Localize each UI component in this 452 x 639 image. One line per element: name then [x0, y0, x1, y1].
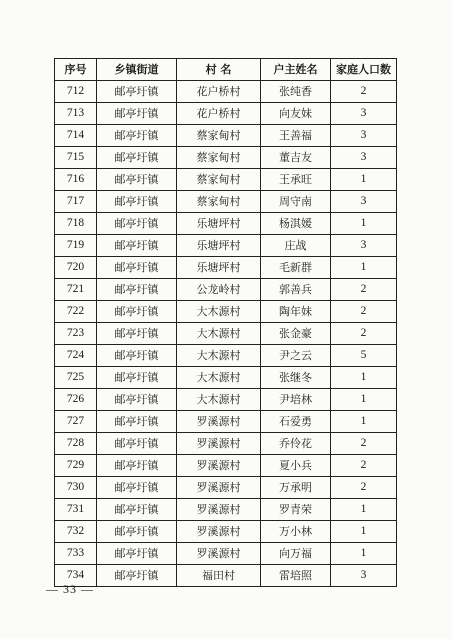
table-row [55, 323, 397, 345]
table-row [55, 521, 397, 543]
cell-family-size: 1 [331, 543, 397, 565]
header-household-head: 户主姓名 [261, 59, 331, 81]
cell-household-head: 王善福 [261, 125, 331, 147]
table-row [55, 147, 397, 169]
cell-village: 大木源村 [177, 323, 261, 345]
cell-village: 大木源村 [177, 389, 261, 411]
cell-town: 邮亭圩镇 [97, 81, 177, 103]
cell-family-size: 2 [331, 81, 397, 103]
cell-household-head: 万小林 [261, 521, 331, 543]
cell-family-size: 1 [331, 521, 397, 543]
table-body [55, 81, 397, 587]
cell-town: 邮亭圩镇 [97, 323, 177, 345]
table-row [55, 235, 397, 257]
cell-seq: 730 [55, 477, 97, 499]
cell-town: 邮亭圩镇 [97, 477, 177, 499]
cell-family-size: 1 [331, 169, 397, 191]
cell-family-size: 3 [331, 103, 397, 125]
household-table [54, 58, 397, 587]
cell-town: 邮亭圩镇 [97, 345, 177, 367]
cell-seq: 725 [55, 367, 97, 389]
cell-family-size: 3 [331, 235, 397, 257]
cell-household-head: 董吉友 [261, 147, 331, 169]
cell-town: 邮亭圩镇 [97, 235, 177, 257]
cell-household-head: 毛新群 [261, 257, 331, 279]
cell-village: 乐塘坪村 [177, 213, 261, 235]
table-row [55, 543, 397, 565]
cell-village: 罗溪源村 [177, 433, 261, 455]
cell-family-size: 2 [331, 301, 397, 323]
cell-seq: 734 [55, 565, 97, 587]
cell-town: 邮亭圩镇 [97, 565, 177, 587]
cell-household-head: 张纯香 [261, 81, 331, 103]
table-row [55, 213, 397, 235]
cell-seq: 713 [55, 103, 97, 125]
cell-town: 邮亭圩镇 [97, 433, 177, 455]
table-row [55, 499, 397, 521]
table-header-row [55, 59, 397, 81]
cell-village: 蔡家甸村 [177, 191, 261, 213]
cell-town: 邮亭圩镇 [97, 169, 177, 191]
table-row [55, 81, 397, 103]
cell-town: 邮亭圩镇 [97, 521, 177, 543]
cell-family-size: 1 [331, 213, 397, 235]
cell-village: 罗溪源村 [177, 543, 261, 565]
table-row [55, 103, 397, 125]
cell-household-head: 石爱勇 [261, 411, 331, 433]
cell-family-size: 5 [331, 345, 397, 367]
table-row [55, 455, 397, 477]
cell-village: 罗溪源村 [177, 499, 261, 521]
table-row [55, 433, 397, 455]
cell-seq: 729 [55, 455, 97, 477]
cell-town: 邮亭圩镇 [97, 499, 177, 521]
table-row [55, 565, 397, 587]
cell-family-size: 2 [331, 279, 397, 301]
cell-town: 邮亭圩镇 [97, 455, 177, 477]
cell-family-size: 3 [331, 565, 397, 587]
header-village: 村 名 [177, 59, 261, 81]
cell-town: 邮亭圩镇 [97, 389, 177, 411]
cell-town: 邮亭圩镇 [97, 103, 177, 125]
cell-town: 邮亭圩镇 [97, 301, 177, 323]
cell-household-head: 陶年妹 [261, 301, 331, 323]
cell-village: 花户桥村 [177, 81, 261, 103]
cell-village: 乐塘坪村 [177, 235, 261, 257]
cell-village: 大木源村 [177, 367, 261, 389]
cell-family-size: 2 [331, 433, 397, 455]
cell-seq: 715 [55, 147, 97, 169]
cell-village: 福田村 [177, 565, 261, 587]
cell-village: 蔡家甸村 [177, 169, 261, 191]
cell-town: 邮亭圩镇 [97, 191, 177, 213]
cell-seq: 726 [55, 389, 97, 411]
cell-town: 邮亭圩镇 [97, 125, 177, 147]
cell-family-size: 3 [331, 125, 397, 147]
cell-family-size: 1 [331, 389, 397, 411]
cell-household-head: 万承明 [261, 477, 331, 499]
cell-household-head: 杨淇媛 [261, 213, 331, 235]
cell-village: 罗溪源村 [177, 411, 261, 433]
cell-town: 邮亭圩镇 [97, 257, 177, 279]
cell-seq: 733 [55, 543, 97, 565]
cell-seq: 718 [55, 213, 97, 235]
cell-village: 乐塘坪村 [177, 257, 261, 279]
cell-village: 公龙岭村 [177, 279, 261, 301]
cell-household-head: 尹培林 [261, 389, 331, 411]
table-row [55, 125, 397, 147]
table-row [55, 345, 397, 367]
cell-family-size: 1 [331, 257, 397, 279]
cell-seq: 714 [55, 125, 97, 147]
cell-seq: 728 [55, 433, 97, 455]
cell-family-size: 1 [331, 367, 397, 389]
table-row [55, 301, 397, 323]
cell-seq: 719 [55, 235, 97, 257]
cell-family-size: 2 [331, 477, 397, 499]
cell-family-size: 2 [331, 323, 397, 345]
cell-town: 邮亭圩镇 [97, 543, 177, 565]
table-row [55, 411, 397, 433]
cell-seq: 727 [55, 411, 97, 433]
table-row [55, 477, 397, 499]
cell-household-head: 乔伶花 [261, 433, 331, 455]
cell-household-head: 尹之云 [261, 345, 331, 367]
cell-seq: 720 [55, 257, 97, 279]
cell-village: 罗溪源村 [177, 521, 261, 543]
cell-household-head: 张继冬 [261, 367, 331, 389]
header-seq: 序号 [55, 59, 97, 81]
cell-village: 花户桥村 [177, 103, 261, 125]
cell-village: 蔡家甸村 [177, 125, 261, 147]
table-row [55, 279, 397, 301]
cell-seq: 731 [55, 499, 97, 521]
cell-seq: 712 [55, 81, 97, 103]
cell-town: 邮亭圩镇 [97, 147, 177, 169]
cell-household-head: 郭善兵 [261, 279, 331, 301]
cell-village: 罗溪源村 [177, 455, 261, 477]
cell-seq: 717 [55, 191, 97, 213]
header-family-size: 家庭人口数 [331, 59, 397, 81]
cell-town: 邮亭圩镇 [97, 213, 177, 235]
cell-family-size: 1 [331, 411, 397, 433]
cell-seq: 723 [55, 323, 97, 345]
cell-seq: 721 [55, 279, 97, 301]
header-town: 乡镇街道 [97, 59, 177, 81]
table-row [55, 389, 397, 411]
cell-seq: 724 [55, 345, 97, 367]
cell-household-head: 向友妹 [261, 103, 331, 125]
cell-village: 罗溪源村 [177, 477, 261, 499]
cell-family-size: 1 [331, 499, 397, 521]
cell-town: 邮亭圩镇 [97, 279, 177, 301]
cell-family-size: 2 [331, 455, 397, 477]
table-row [55, 169, 397, 191]
cell-town: 邮亭圩镇 [97, 367, 177, 389]
cell-seq: 722 [55, 301, 97, 323]
cell-family-size: 3 [331, 147, 397, 169]
table-row [55, 191, 397, 213]
cell-household-head: 庄战 [261, 235, 331, 257]
table-row [55, 257, 397, 279]
cell-village: 大木源村 [177, 301, 261, 323]
cell-seq: 732 [55, 521, 97, 543]
cell-village: 大木源村 [177, 345, 261, 367]
cell-household-head: 王承旺 [261, 169, 331, 191]
cell-household-head: 张金豪 [261, 323, 331, 345]
cell-household-head: 周守南 [261, 191, 331, 213]
cell-household-head: 雷培照 [261, 565, 331, 587]
cell-town: 邮亭圩镇 [97, 411, 177, 433]
cell-village: 蔡家甸村 [177, 147, 261, 169]
cell-household-head: 向万福 [261, 543, 331, 565]
page-number: — 33 — [46, 582, 94, 596]
cell-family-size: 3 [331, 191, 397, 213]
table-row [55, 367, 397, 389]
cell-household-head: 夏小兵 [261, 455, 331, 477]
cell-household-head: 罗青荣 [261, 499, 331, 521]
cell-seq: 716 [55, 169, 97, 191]
